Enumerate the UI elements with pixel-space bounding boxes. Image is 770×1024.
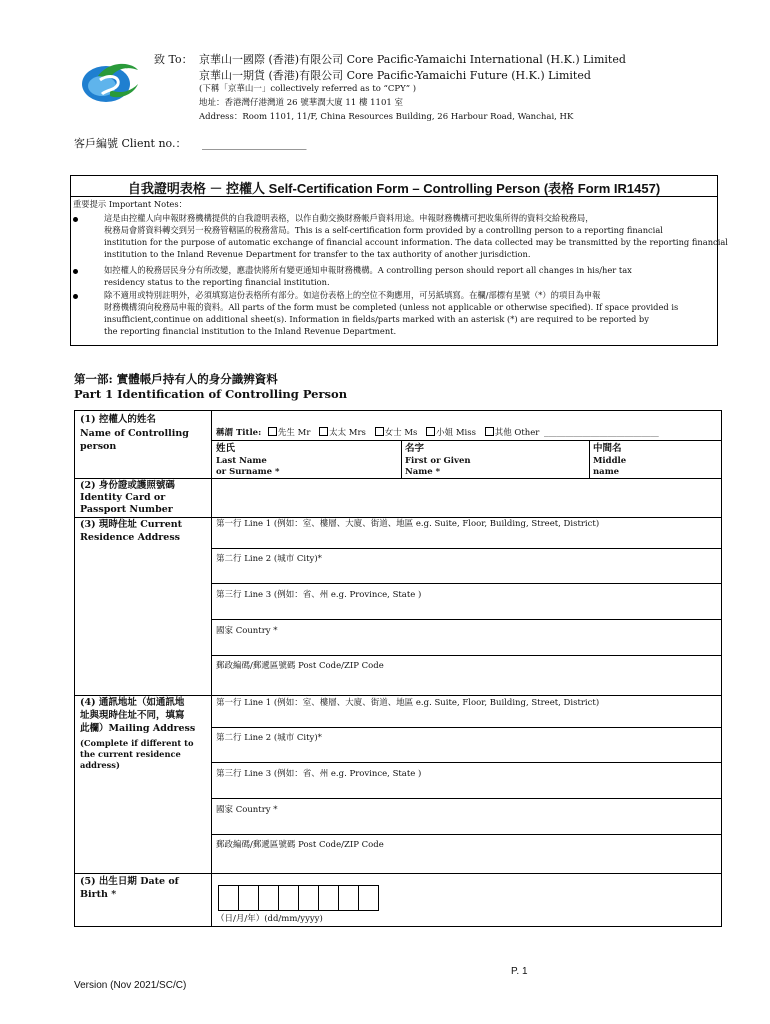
id-number-field[interactable] (212, 479, 721, 516)
dob-digit-cell[interactable] (238, 885, 259, 911)
notes-heading: 重要提示 Important Notes： (73, 199, 187, 209)
middle-name-en-1: Middle (593, 456, 627, 466)
dob-digit-cell[interactable] (338, 885, 359, 911)
part1-heading-zh: 第一部: 實體帳戶持有人的身分識辨資料 (74, 372, 278, 386)
given-name-zh: 名字 (405, 443, 425, 454)
title-option-miss[interactable]: 小姐 Miss (426, 428, 476, 438)
dob-digit-cell[interactable] (218, 885, 239, 911)
mailing-postcode-field[interactable]: 郵政編碼/郵遞區號碼 Post Code/ZIP Code (216, 840, 384, 850)
address-row-line (211, 655, 722, 656)
note-1-line-1: 這是由控權人向申報財務機構提供的自我證明表格，以作自動交換財務帳戶資料用途。申報財務機構可把收集所得的資料交給稅務局， (104, 213, 594, 223)
mailing-line-3-field[interactable]: 第三行 Line 3 (例如：省、州 e.g. Province, State ) (216, 769, 422, 779)
mailing-note-2: the current residence (80, 749, 181, 759)
mailing-country-field[interactable]: 國家 Country * (216, 805, 278, 815)
note-1-line-4: institution to the Inland Revenue Department for transfer to the tax authority of another jurisdiction. (104, 249, 531, 259)
mailing-note-3: address) (80, 760, 120, 770)
address-row-line (211, 798, 722, 799)
name-subheader-line (211, 440, 722, 441)
mailing-label-2: 址與現時住址不同，填寫 (80, 710, 185, 721)
client-no-field[interactable]: ___________________ (202, 137, 307, 150)
given-name-en-2: Name * (405, 467, 441, 477)
surname-en-1: Last Name (216, 456, 267, 466)
title-option-other[interactable]: 其他 Other (485, 428, 540, 438)
dob-digit-cell[interactable] (318, 885, 339, 911)
address-row-line (211, 583, 722, 584)
row-divider (74, 873, 722, 874)
dob-label-1: (5) 出生日期 Date of (80, 876, 179, 887)
dob-digit-cell[interactable] (278, 885, 299, 911)
company-name-1: 京華山一國際 (香港)有限公司 Core Pacific-Yamaichi International (H.K.) Limited (199, 53, 626, 66)
page-number: P. 1 (511, 966, 528, 977)
dob-digit-cell[interactable] (298, 885, 319, 911)
title-option-mr[interactable]: 先生 Mr (268, 428, 310, 438)
name-column-divider (589, 440, 590, 478)
checkbox-icon[interactable] (485, 427, 494, 436)
address-row-line (211, 548, 722, 549)
title-row (216, 427, 659, 439)
note-3-line-2: 財務機構須向稅務局申報的資料。All parts of the form must be completed (unless not applicable or otherwise specified). If space provided is (104, 302, 679, 312)
checkbox-icon[interactable] (375, 427, 384, 436)
name-label-en-1: Name of Controlling (80, 428, 189, 439)
mailing-label-1: (4) 通訊地址（如通訊地 (80, 697, 185, 708)
name-label-zh: (1) 控權人的姓名 (80, 414, 156, 425)
version-label: Version (Nov 2021/SC/C) (74, 980, 187, 991)
client-no-label: 客戶編號 Client no.： (74, 137, 187, 150)
address-zh: 地址：香港灣仔港灣道 26 號華潤大廈 11 樓 1101 室 (199, 98, 403, 108)
residence-line-3-field[interactable]: 第三行 Line 3 (例如：省、州 e.g. Province, State ) (216, 590, 422, 600)
company-logo (80, 54, 142, 106)
mailing-note-1: (Complete if different to (80, 738, 194, 748)
id-label-en-1: Identity Card or (80, 492, 166, 503)
company-name-2: 京華山一期貨 (香港)有限公司 Core Pacific-Yamaichi Future (H.K.) Limited (199, 69, 591, 82)
bullet-icon (73, 217, 78, 222)
address-row-line (211, 834, 722, 835)
note-3-line-3: insufficient,continue on additional sheet(s). Information in fields/parts marked with an asterisk (*) are required to be reported by (104, 314, 649, 324)
note-2-line-2: residency status to the reporting financial institution. (104, 277, 330, 287)
address-en: Address：Room 1101, 11/F, China Resources Building, 26 Harbour Road, Wanchai, HK (199, 112, 574, 122)
address-row-line (211, 727, 722, 728)
residence-line-1-field[interactable]: 第一行 Line 1 (例如：室、樓層、大廈、街道、地區 e.g. Suite, Floor, Building, Street, District) (216, 519, 600, 529)
row-divider (74, 695, 722, 696)
residence-label-zh: (3) 現時住址 Current (80, 519, 183, 530)
bullet-icon (73, 269, 78, 274)
dob-label-2: Birth * (80, 889, 117, 900)
dob-digit-cell[interactable] (258, 885, 279, 911)
mailing-line-2-field[interactable]: 第二行 Line 2 (城市 City)* (216, 733, 322, 743)
form-title-box (70, 175, 718, 197)
collective-note: (下稱「京華山一」collectively referred as to “CPY” ) (199, 84, 417, 94)
dob-format-hint: （日/月/年）(dd/mm/yyyy) (216, 914, 323, 924)
mailing-line-1-field[interactable]: 第一行 Line 1 (例如：室、樓層、大廈、街道、地區 e.g. Suite, Floor, Building, Street, District) (216, 698, 600, 708)
name-label-en-2: person (80, 441, 117, 452)
title-option-ms[interactable]: 女士 Ms (375, 428, 418, 438)
address-row-line (211, 619, 722, 620)
note-3-line-1: 除不適用或特別註明外，必須填寫這份表格所有部分。如這份表格上的空位不夠應用，可另紙填寫。在欄/部標有星號（*）的項目為申報 (104, 290, 601, 300)
middle-name-zh: 中間名 (593, 443, 622, 454)
note-1-line-2: 稅務局會將資料轉交到另一稅務管轄區的稅務當局。This is a self-certification form provided by a controlling person to a reporting financial (104, 225, 663, 235)
mailing-label-3: 此欄）Mailing Address (80, 723, 196, 734)
middle-name-en-2: name (593, 467, 620, 477)
part1-heading-en: Part 1 Identification of Controlling Person (74, 387, 348, 401)
checkbox-icon[interactable] (426, 427, 435, 436)
id-label-en-2: Passport Number (80, 504, 173, 515)
residence-country-field[interactable]: 國家 Country * (216, 626, 278, 636)
id-label-zh: (2) 身份證或護照號碼 (80, 480, 175, 491)
form-title: 自我證明表格 － 控權人 Self-Certification Form – Controlling Person (表格 Form IR1457) (127, 181, 661, 196)
note-2-line-1: 如控權人的稅務居民身分有所改變，應盡快將所有變更通知申報財務機構。A controlling person should report all changes in his/her tax (104, 265, 632, 275)
to-label: 致 To： (154, 53, 193, 66)
name-column-divider (401, 440, 402, 478)
title-label: 稱謂 Title: (216, 428, 262, 438)
residence-label-en: Residence Address (80, 532, 181, 543)
title-option-mrs[interactable]: 太太 Mrs (319, 428, 366, 438)
address-row-line (211, 762, 722, 763)
title-other-field[interactable]: ___________________________ (544, 428, 659, 438)
note-3-line-4: the reporting financial institution to the Inland Revenue Department. (104, 326, 397, 336)
surname-en-2: or Surname * (216, 467, 280, 477)
checkbox-icon[interactable] (319, 427, 328, 436)
checkbox-icon[interactable] (268, 427, 277, 436)
residence-postcode-field[interactable]: 郵政編碼/郵遞區號碼 Post Code/ZIP Code (216, 661, 384, 671)
residence-line-2-field[interactable]: 第二行 Line 2 (城市 City)* (216, 554, 322, 564)
bullet-icon (73, 294, 78, 299)
given-name-en-1: First or Given (405, 456, 471, 466)
surname-zh: 姓氏 (216, 443, 236, 454)
note-1-line-3: institution for the purpose of automatic exchange of financial account information. The data collected may be transmitted by the reporting financial (104, 237, 728, 247)
dob-digit-cell[interactable] (358, 885, 379, 911)
